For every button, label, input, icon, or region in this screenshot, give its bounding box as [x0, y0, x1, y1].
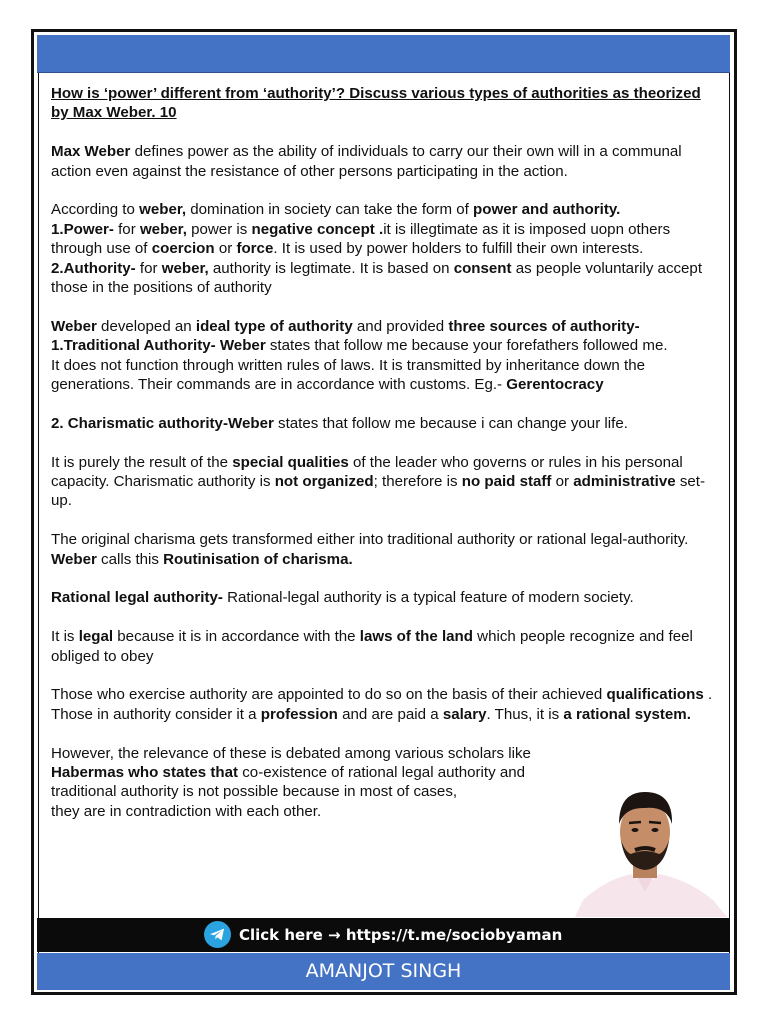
- bold-text: 1.Power-: [51, 220, 114, 238]
- bold-text: Rational legal authority-: [51, 589, 223, 607]
- text: calls this: [96, 550, 164, 568]
- paragraph-traditional-authority: [51, 317, 716, 395]
- bold-text: weber,: [161, 259, 209, 277]
- bold-text: power and authority.: [473, 201, 621, 219]
- text: states that follow me because your forefathers followed me.: [265, 337, 668, 355]
- text: co-existence of rational legal authority and: [238, 764, 526, 782]
- bold-text: consent: [453, 259, 512, 277]
- bold-text: no paid staff: [461, 473, 552, 491]
- header-bar: [37, 35, 730, 73]
- text: for: [135, 259, 162, 277]
- bold-text: a rational system.: [563, 705, 691, 723]
- text: or: [214, 240, 237, 258]
- paragraph-routinisation: [51, 530, 716, 569]
- text: or: [551, 473, 574, 491]
- telegram-icon[interactable]: [204, 921, 231, 948]
- text: states that follow me because i can change your life.: [273, 414, 628, 432]
- bold-text: 2.Authority-: [51, 259, 136, 277]
- text: as people voluntarily accept those in the positions of authority: [51, 259, 703, 297]
- text: and are paid a: [337, 705, 443, 723]
- question-heading: [51, 84, 716, 123]
- bold-text: weber,: [139, 201, 187, 219]
- text: they are in contradiction with each other.: [51, 802, 322, 820]
- bold-text: Gerentocracy: [506, 376, 604, 394]
- text: it is illegtimate as it is imposed uopn others through use of: [51, 220, 671, 258]
- paragraph-qualifications: [51, 685, 716, 724]
- text: It does not function through written rules of laws. It is transmitted by inheritance down the generations. Their commands are in accordance with customs. Eg.-: [51, 356, 645, 394]
- text: set-up.: [51, 473, 705, 510]
- text: It is: [51, 628, 79, 646]
- text: Rational-legal authority is a typical feature of modern society.: [222, 589, 634, 607]
- text: because it is in accordance with the: [113, 628, 360, 646]
- text: According to: [51, 201, 140, 219]
- question-text: How is ‘power’ different from ‘authority’? Discuss various types of authorities as theorized by Max Weber. 10: [51, 85, 701, 122]
- text: However, the relevance of these is debated among various scholars like: [51, 744, 531, 762]
- text: developed an: [96, 317, 196, 335]
- text: power is: [186, 220, 252, 238]
- bold-text: Max Weber: [51, 143, 131, 161]
- bold-text: weber,: [139, 220, 187, 238]
- text: traditional authority is not possible because in most of cases,: [51, 783, 458, 801]
- bold-text: profession: [260, 705, 338, 723]
- paragraph-power-definition: [51, 142, 716, 181]
- bold-text: force: [236, 240, 274, 258]
- bold-text: qualifications: [606, 686, 704, 704]
- text: defines power as the ability of individuals to carry our their own will in a communal action even against the resistance of other persons participating in the action.: [51, 143, 682, 180]
- bold-text: coercion: [151, 240, 215, 258]
- bold-text: negative concept .: [251, 220, 384, 238]
- text: and provided: [352, 317, 449, 335]
- bold-text: ideal type of authority: [195, 317, 353, 335]
- text: Those who exercise authority are appointed to do so on the basis of their achieved: [51, 686, 607, 704]
- author-photo: [575, 782, 727, 917]
- author-name: AMANJOT SINGH: [305, 960, 462, 982]
- bold-text: not organized: [274, 473, 374, 491]
- text: authority is legtimate. It is based on: [208, 259, 454, 277]
- paragraph-charismatic-authority: [51, 414, 716, 433]
- paragraph-legal: [51, 627, 716, 666]
- bold-text: legal: [78, 628, 114, 646]
- text: . It is used by power holders to fulfill their own interests.: [273, 240, 644, 258]
- article-body: [51, 84, 716, 821]
- telegram-link[interactable]: Click here → https://t.me/sociobyaman: [239, 926, 563, 944]
- text: . Those in authority consider it a: [51, 686, 713, 723]
- text: ; therefore is: [373, 473, 462, 491]
- text: which people recognize and feel obliged to obey: [51, 628, 693, 665]
- text: of the leader who governs or rules in his personal capacity. Charismatic authority is: [51, 453, 683, 491]
- portrait-illustration: [575, 782, 727, 917]
- author-bar: [37, 953, 730, 990]
- paragraph-rational-legal: [51, 588, 716, 607]
- text: domination in society can take the form of: [186, 201, 474, 219]
- bold-text: 1.Traditional Authority- Weber: [51, 337, 266, 355]
- bold-text: Routinisation of charisma.: [163, 550, 353, 568]
- bold-text: administrative: [573, 473, 676, 491]
- bold-text: laws of the land: [359, 628, 473, 646]
- bold-text: 2. Charismatic authority-Weber: [51, 414, 274, 432]
- bold-text: special qualities: [232, 453, 349, 471]
- bold-text: Weber: [51, 317, 97, 335]
- text: It is purely the result of the: [51, 453, 233, 471]
- text: The original charisma gets transformed either into traditional authority or rational legal-authority.: [51, 531, 689, 549]
- bold-text: Habermas who states that: [51, 764, 239, 782]
- text: . Thus, it is: [486, 705, 564, 723]
- bold-text: Weber: [51, 550, 97, 568]
- text: for: [113, 220, 140, 238]
- bold-text: salary: [442, 705, 487, 723]
- paragraph-power-authority: [51, 200, 716, 297]
- bold-text: three sources of authority-: [448, 317, 640, 335]
- paragraph-charisma-qualities: [51, 453, 716, 511]
